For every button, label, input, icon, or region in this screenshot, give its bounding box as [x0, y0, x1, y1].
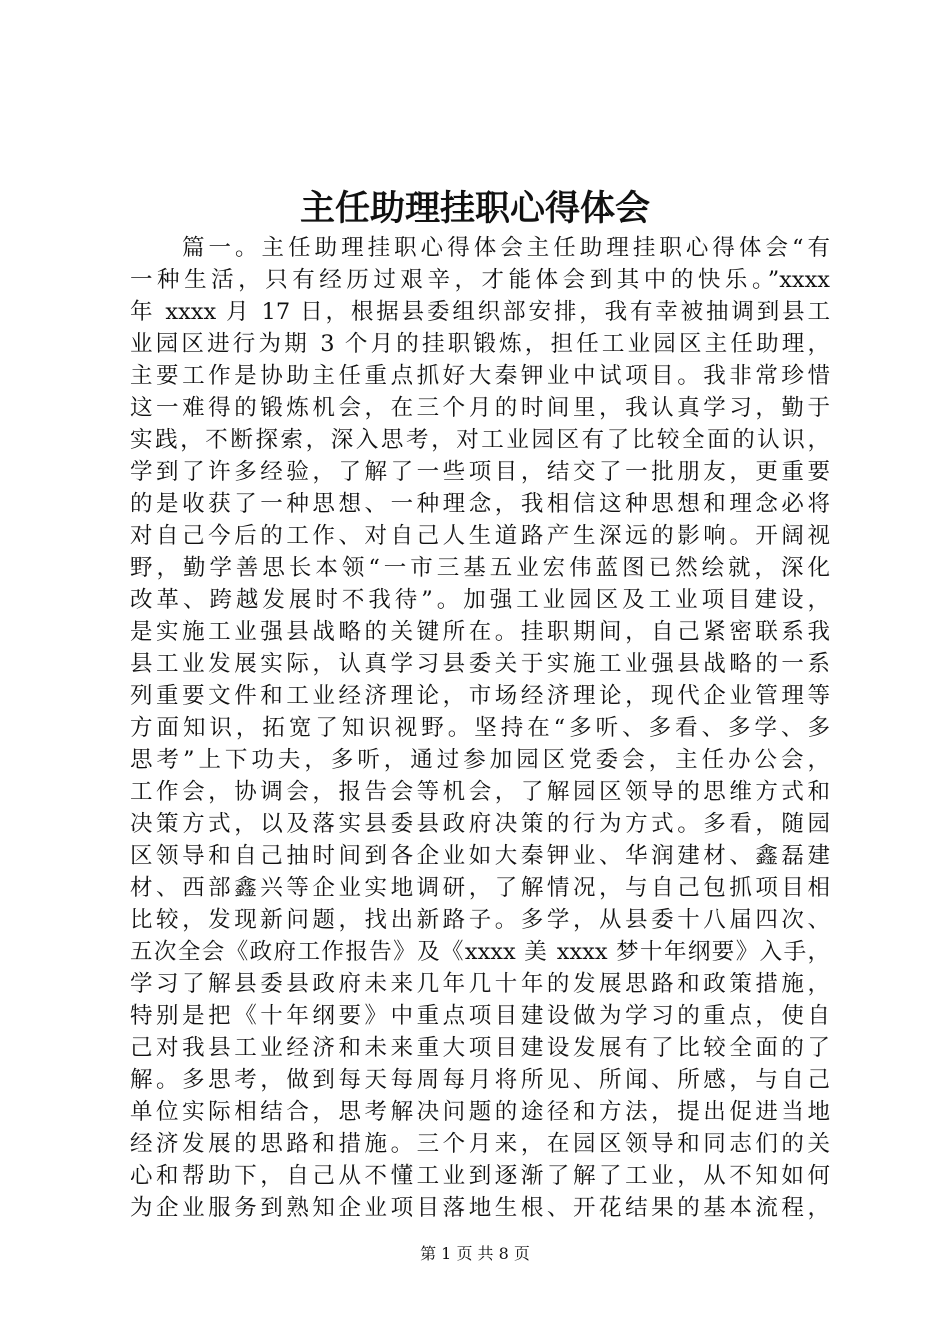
body-line: 主要工作是协助主任重点抓好大秦钾业中试项目。我非常珍惜 — [130, 363, 830, 389]
body-line: 经济发展的思路和措施。三个月来，在园区领导和同志们的关 — [130, 1131, 830, 1157]
body-line: 比较，发现新问题，找出新路子。多学，从县委十八届四次、 — [130, 907, 830, 933]
page-number-footer: 第 1 页 共 8 页 — [420, 1244, 530, 1263]
body-line: 方面知识，拓宽了知识视野。坚持在“多听、多看、多学、多 — [130, 715, 830, 741]
body-line: 区领导和自己抽时间到各企业如大秦钾业、华润建材、鑫磊建 — [130, 843, 830, 869]
body-line: 一种生活，只有经历过艰辛，才能体会到其中的快乐。”xxxx — [130, 267, 830, 293]
body-line: 县工业发展实际，认真学习县委关于实施工业强县战略的一系 — [130, 651, 830, 677]
body-line: 工作会，协调会，报告会等机会，了解园区领导的思维方式和 — [130, 779, 830, 805]
body-line: 己对我县工业经济和未来重大项目建设发展有了比较全面的了 — [130, 1035, 830, 1061]
body-line: 对自己今后的工作、对自己人生道路产生深远的影响。开阔视 — [130, 523, 830, 549]
body-line: 列重要文件和工业经济理论，市场经济理论，现代企业管理等 — [130, 683, 830, 709]
body-line: 决策方式，以及落实县委县政府决策的行为方式。多看，随园 — [130, 811, 830, 837]
body-line: 学习了解县委县政府未来几年几十年的发展思路和政策措施， — [130, 971, 830, 997]
body-line: 的是收获了一种思想、一种理念，我相信这种思想和理念必将 — [130, 491, 830, 517]
body-line: 心和帮助下，自己从不懂工业到逐渐了解了工业，从不知如何 — [130, 1163, 830, 1189]
body-line: 学到了许多经验，了解了一些项目，结交了一批朋友，更重要 — [130, 459, 830, 485]
body-line: 为企业服务到熟知企业项目落地生根、开花结果的基本流程， — [130, 1195, 830, 1221]
body-line: 篇一。主任助理挂职心得体会主任助理挂职心得体会“有 — [182, 235, 830, 261]
body-line: 特别是把《十年纲要》中重点项目建设做为学习的重点，使自 — [130, 1003, 830, 1029]
document-title: 主任助理挂职心得体会 — [299, 188, 650, 229]
body-line: 野，勤学善思长本领“一市三基五业宏伟蓝图已然绘就，深化 — [130, 555, 830, 581]
body-line: 思考”上下功夫，多听，通过参加园区党委会，主任办公会， — [130, 747, 830, 773]
body-line: 年 xxxx 月 17 日，根据县委组织部安排，我有幸被抽调到县工 — [130, 299, 830, 325]
body-line: 单位实际相结合，思考解决问题的途径和方法，提出促进当地 — [130, 1099, 830, 1125]
body-line: 解。多思考，做到每天每周每月将所见、所闻、所感，与自己 — [130, 1067, 830, 1093]
body-line: 实践，不断探索，深入思考，对工业园区有了比较全面的认识， — [130, 427, 830, 453]
body-line: 业园区进行为期 3 个月的挂职锻炼，担任工业园区主任助理， — [130, 331, 830, 357]
body-line: 是实施工业强县战略的关键所在。挂职期间，自己紧密联系我 — [130, 619, 830, 645]
body-line: 材、西部鑫兴等企业实地调研，了解情况，与自己包抓项目相 — [130, 875, 830, 901]
body-line: 这一难得的锻炼机会，在三个月的时间里，我认真学习，勤于 — [130, 395, 830, 421]
body-line: 改革、跨越发展时不我待”。加强工业园区及工业项目建设， — [130, 587, 830, 613]
body-line: 五次全会《政府工作报告》及《xxxx 美 xxxx 梦十年纲要》入手， — [130, 939, 830, 965]
document-body — [130, 232, 830, 1224]
